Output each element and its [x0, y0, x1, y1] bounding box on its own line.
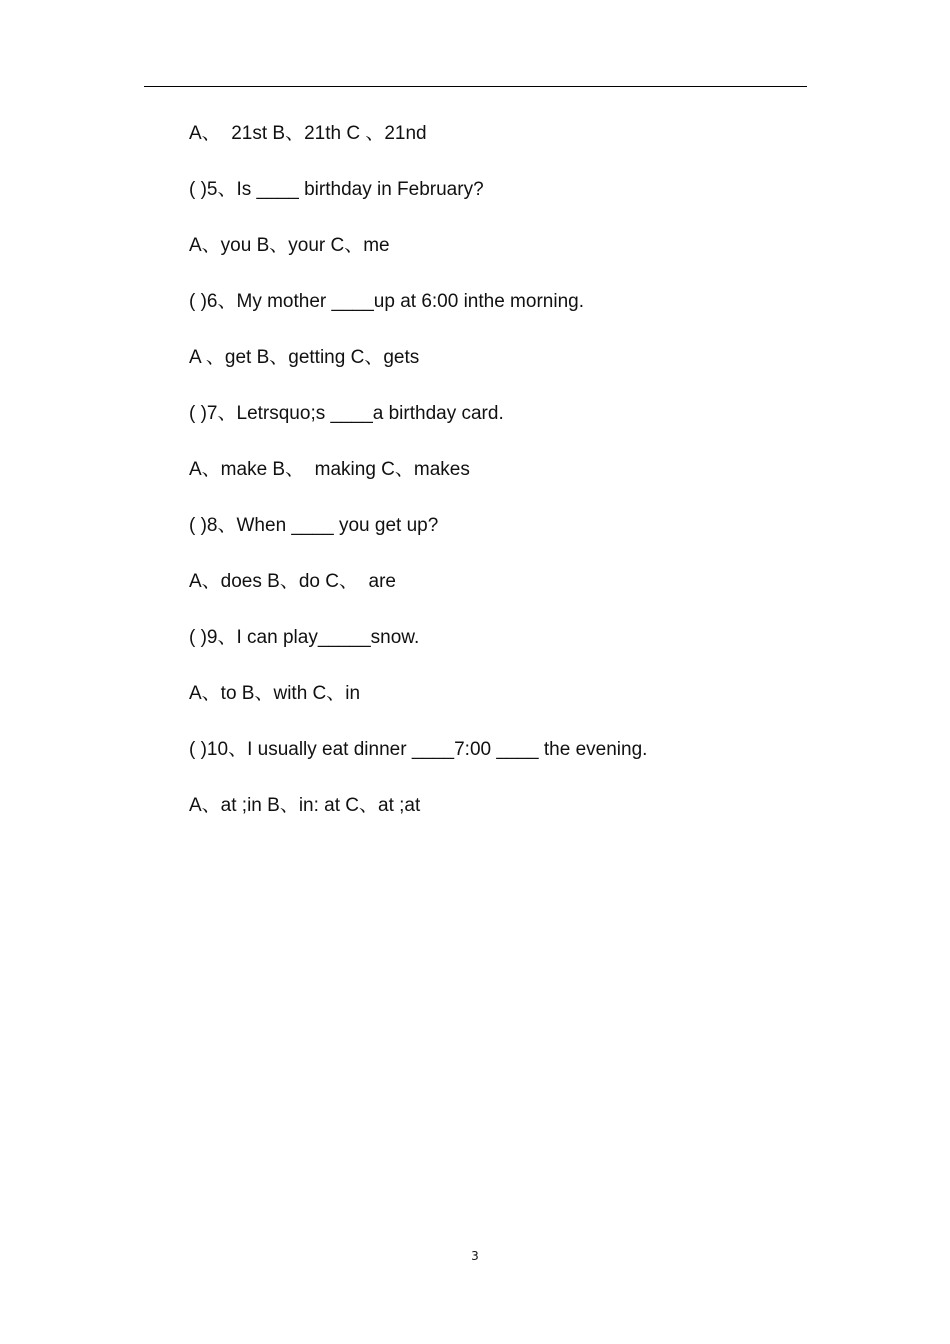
page-number: 3 [471, 1249, 479, 1263]
question-6: ( )6、My mother ____up at 6:00 inthe morning. [189, 291, 584, 312]
answer-options-q10: A、at ;in B、in: at C、at ;at [189, 795, 421, 816]
answer-options-q7: A、make B、 making C、makes [189, 459, 470, 480]
document-body [189, 122, 829, 850]
answer-options-q5: A、you B、your C、me [189, 235, 390, 256]
answer-options-q9: A、to B、with C、in [189, 683, 361, 704]
question-9: ( )9、I can play_____snow. [189, 627, 420, 648]
answer-options-q6: A 、get B、getting C、gets [189, 347, 420, 368]
question-5: ( )5、Is ____ birthday in February? [189, 179, 484, 200]
header-rule [144, 86, 807, 87]
question-8: ( )8、When ____ you get up? [189, 515, 439, 536]
answer-options-q8: A、does B、do C、 are [189, 571, 396, 592]
question-10: ( )10、I usually eat dinner ____7:00 ____ the evening. [189, 739, 648, 760]
question-7: ( )7、Letrsquo;s ____a birthday card. [189, 403, 504, 424]
answer-options-q4: A、 21st B、21th C 、21nd [189, 123, 427, 144]
